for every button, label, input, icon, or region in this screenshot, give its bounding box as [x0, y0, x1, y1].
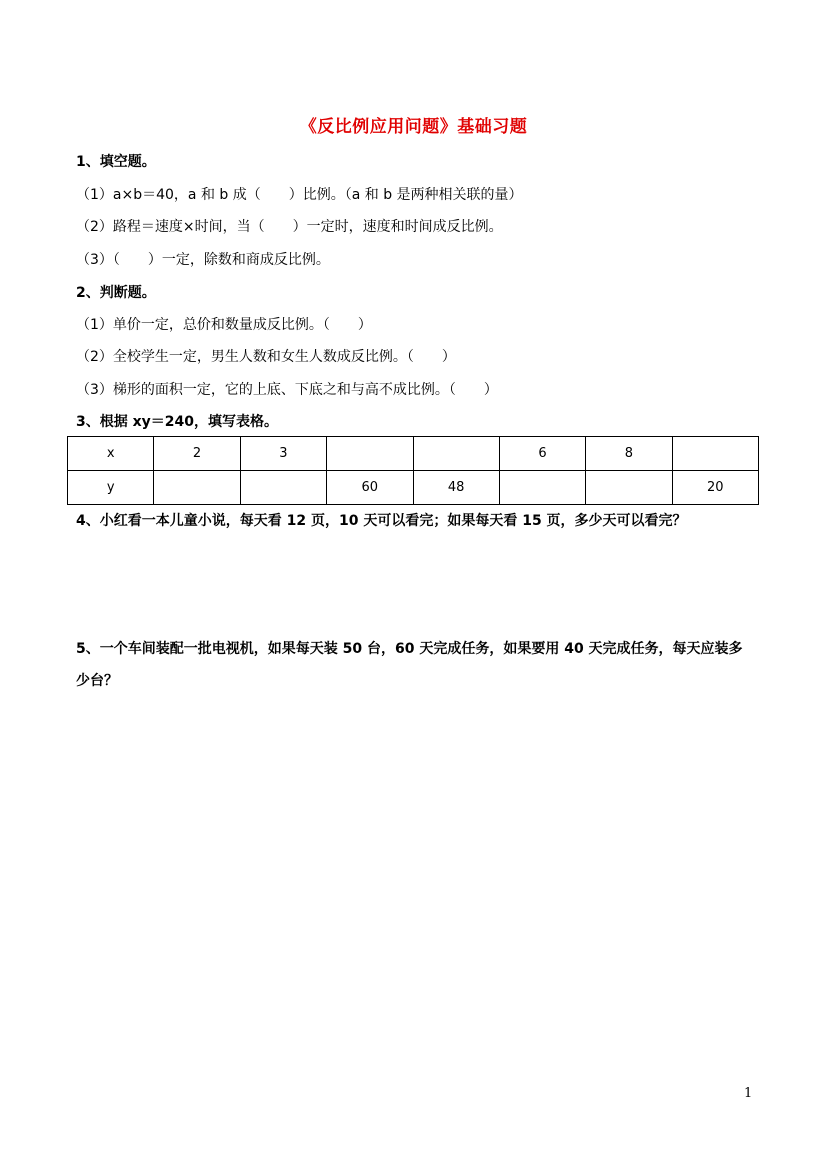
- table-cell: 8: [586, 437, 672, 471]
- table-row-y: [68, 471, 759, 505]
- table-cell: 60: [327, 471, 413, 505]
- q1-heading: 1、填空题。: [76, 154, 156, 170]
- table-cell: 48: [413, 471, 499, 505]
- table-cell: x: [68, 437, 154, 471]
- table-cell[interactable]: [240, 471, 326, 505]
- table-cell[interactable]: [672, 437, 758, 471]
- table-cell[interactable]: [499, 471, 585, 505]
- table-cell: 3: [240, 437, 326, 471]
- q2-item-1: （1）单价一定，总价和数量成反比例。（ ）: [76, 317, 372, 333]
- q4-text: 4、小红看一本儿童小说，每天看 12 页，10 天可以看完；如果每天看 15 页，多少天可以看完？: [76, 513, 687, 529]
- q5-text: 5、一个车间装配一批电视机，如果每天装 50 台，60 天完成任务，如果要用 40 天完成任务，每天应装多少台？: [76, 641, 743, 689]
- table-cell[interactable]: [327, 437, 413, 471]
- table-cell: 6: [499, 437, 585, 471]
- q1-item-3: （3）（ ）一定，除数和商成反比例。: [76, 252, 330, 268]
- table-cell: 20: [672, 471, 758, 505]
- q1-item-2: （2）路程＝速度×时间，当（ ）一定时，速度和时间成反比例。: [76, 219, 503, 235]
- page-number: 1: [744, 1086, 753, 1101]
- table-cell: y: [68, 471, 154, 505]
- xy-table: [67, 436, 759, 505]
- table-row-x: [68, 437, 759, 471]
- q2-item-2: （2）全校学生一定，男生人数和女生人数成反比例。（ ）: [76, 349, 456, 365]
- q2-item-3: （3）梯形的面积一定，它的上底、下底之和与高不成比例。（ ）: [76, 382, 498, 398]
- page-title: 《反比例应用问题》基础习题: [299, 117, 528, 137]
- q2-heading: 2、判断题。: [76, 285, 156, 301]
- table-cell: 2: [154, 437, 240, 471]
- table-cell[interactable]: [154, 471, 240, 505]
- table-cell[interactable]: [413, 437, 499, 471]
- q1-item-1: （1）a×b＝40，a 和 b 成（ ）比例。（a 和 b 是两种相关联的量）: [76, 187, 523, 203]
- table-cell[interactable]: [586, 471, 672, 505]
- q3-heading: 3、根据 xy＝240，填写表格。: [76, 414, 278, 430]
